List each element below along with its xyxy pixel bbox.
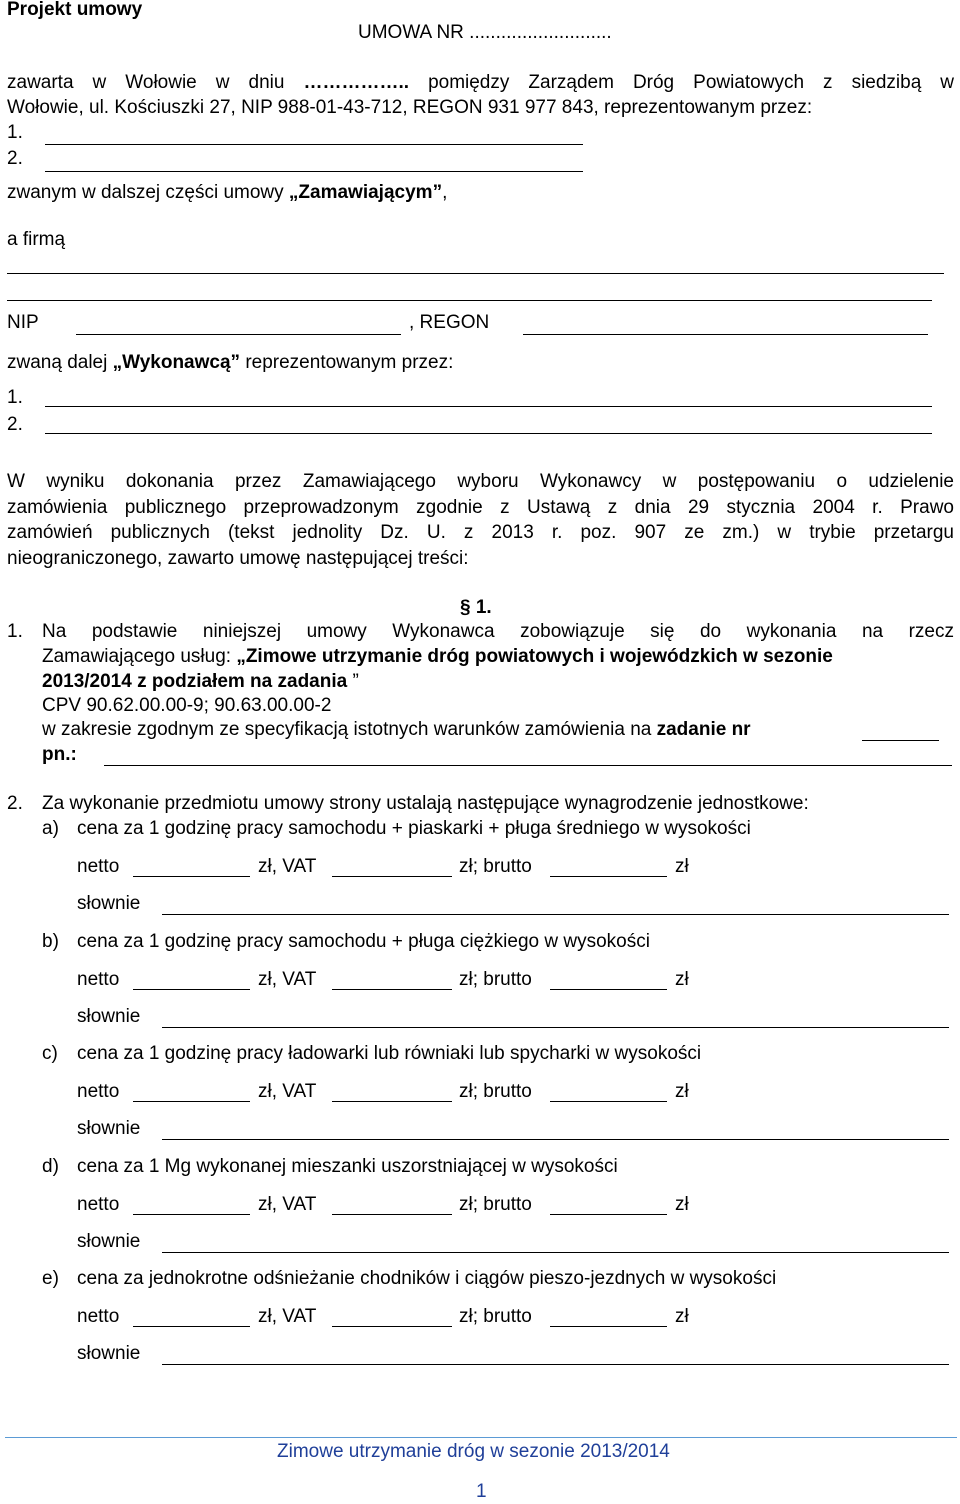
quote-open: „ (236, 646, 246, 667)
service-name-part-1: Zimowe utrzymanie dróg powiatowych i wojewódzkich w sezonie (245, 646, 833, 667)
price-item-letter: c) (42, 1043, 58, 1064)
netto-label: netto (77, 1194, 120, 1215)
amount-in-words-blank[interactable] (162, 1139, 949, 1140)
quote-open: „ (112, 352, 123, 373)
preamble-line-4: nieograniczonego, zawarto umowę następującej treści: (7, 548, 469, 569)
ordering-party-name: Zamawiającym (298, 182, 433, 203)
task-name-blank[interactable] (104, 765, 952, 766)
item-1-line-3 (42, 670, 359, 694)
amount-in-words-blank[interactable] (162, 914, 949, 915)
netto-label: netto (77, 969, 120, 990)
item-2-text: Za wykonanie przedmiotu umowy strony ustalają następujące wynagrodzenie jednostkowe: (42, 793, 809, 814)
item-1-line-2 (42, 645, 833, 669)
quote-close: ” (352, 671, 359, 692)
price-item-description: cena za 1 Mg wykonanej mieszanki uszorstniającej w wysokości (77, 1156, 618, 1177)
currency-label: zł (675, 856, 689, 877)
price-item-description: cena za 1 godzinę pracy ładowarki lub równiaki lub spycharki w wysokości (77, 1043, 702, 1064)
vat-label: zł, VAT (258, 969, 317, 990)
vat-blank[interactable] (332, 1214, 452, 1215)
intro-date-dots: …………….. (303, 72, 410, 93)
company-name-blank-2[interactable] (7, 300, 932, 301)
footer-title: Zimowe utrzymanie dróg w sezonie 2013/2014 (277, 1441, 670, 1462)
price-item-letter: a) (42, 818, 59, 839)
quote-close: ” (432, 182, 443, 203)
brutto-label: zł; brutto (459, 1081, 532, 1102)
vat-label: zł, VAT (258, 856, 317, 877)
netto-label: netto (77, 856, 120, 877)
brutto-blank[interactable] (550, 1214, 667, 1215)
quote-open: „ (288, 182, 299, 203)
amount-in-words-label: słownie (77, 1343, 141, 1364)
brutto-blank[interactable] (550, 876, 667, 877)
ordering-rep-1-number: 1. (7, 122, 23, 143)
price-item-description: cena za 1 godzinę pracy samochodu + piaskarki + pługa średniego w wysokości (77, 818, 751, 839)
item-1-number: 1. (7, 621, 23, 642)
brutto-blank[interactable] (550, 989, 667, 990)
company-label: a firmą (7, 229, 66, 250)
contractor-rep-1-blank[interactable] (45, 406, 932, 407)
contractor-name: Wykonawcą (122, 352, 231, 373)
amount-in-words-label: słownie (77, 1006, 141, 1027)
amount-in-words-blank[interactable] (162, 1027, 949, 1028)
brutto-label: zł; brutto (459, 1306, 532, 1327)
brutto-label: zł; brutto (459, 1194, 532, 1215)
price-item-letter: e) (42, 1268, 59, 1289)
vat-blank[interactable] (332, 1101, 452, 1102)
contractor-naming-prefix: zwaną dalej (7, 352, 108, 373)
currency-label: zł (675, 1081, 689, 1102)
contractor-rep-2-number: 2. (7, 414, 23, 435)
section-heading (460, 596, 492, 620)
netto-blank[interactable] (133, 1326, 250, 1327)
brutto-blank[interactable] (550, 1326, 667, 1327)
vat-label: zł, VAT (258, 1194, 317, 1215)
vat-blank[interactable] (332, 876, 452, 877)
netto-blank[interactable] (133, 876, 250, 877)
ordering-naming-prefix: zwanym w dalszej części umowy (7, 182, 284, 203)
cpv-codes: CPV 90.62.00.00-9; 90.63.00.00-2 (42, 695, 332, 716)
contractor-rep-2-blank[interactable] (45, 433, 932, 434)
currency-label: zł (675, 969, 689, 990)
ordering-naming-suffix: , (442, 182, 448, 203)
contractor-rep-1-number: 1. (7, 387, 23, 408)
quote-close: ” (230, 352, 241, 373)
price-item-description: cena za 1 godzinę pracy samochodu + pługa ciężkiego w wysokości (77, 931, 650, 952)
item-1-line-1: Na podstawie niniejszej umowy Wykonawca zobowiązuje się do wykonania na rzecz (42, 621, 954, 642)
company-name-blank-1[interactable] (7, 273, 944, 274)
amount-in-words-blank[interactable] (162, 1364, 949, 1365)
netto-blank[interactable] (133, 989, 250, 990)
amount-in-words-label: słownie (77, 893, 141, 914)
intro-line-1 (7, 71, 954, 95)
item-1-line-5-prefix: w zakresie zgodnym ze specyfikacją istotnych warunków zamówienia na (42, 719, 652, 740)
vat-label: zł, VAT (258, 1081, 317, 1102)
section-symbol: § (460, 597, 471, 618)
netto-label: netto (77, 1306, 120, 1327)
amount-in-words-blank[interactable] (162, 1252, 949, 1253)
task-number-label: zadanie nr (656, 719, 751, 740)
service-name-part-2: 2013/2014 z podziałem na zadania (42, 671, 348, 692)
task-name-label: pn.: (42, 744, 77, 765)
brutto-label: zł; brutto (459, 856, 532, 877)
task-number-blank[interactable] (862, 740, 939, 741)
netto-blank[interactable] (133, 1214, 250, 1215)
item-2-number: 2. (7, 793, 23, 814)
netto-label: netto (77, 1081, 120, 1102)
ordering-rep-2-blank[interactable] (45, 171, 583, 172)
amount-in-words-label: słownie (77, 1118, 141, 1139)
price-item-letter: d) (42, 1156, 59, 1177)
contractor-naming-suffix: reprezentowanym przez: (245, 352, 454, 373)
price-item-letter: b) (42, 931, 59, 952)
intro-suffix: pomiędzy Zarządem Dróg Powiatowych z siedzibą w (428, 72, 955, 93)
price-item-description: cena za jednokrotne odśnieżanie chodników i ciągów pieszo-jezdnych w wysokości (77, 1268, 777, 1289)
page-number: 1 (476, 1481, 487, 1502)
brutto-blank[interactable] (550, 1101, 667, 1102)
preamble-line-3: zamówień publicznych (tekst jednolity Dz. U. z 2013 r. poz. 907 ze zm.) w trybie przetargu (7, 522, 954, 543)
intro-line-2: Wołowie, ul. Kościuszki 27, NIP 988-01-43-712, REGON 931 977 843, reprezentowanym przez: (7, 97, 813, 118)
regon-label: , REGON (409, 312, 490, 333)
currency-label: zł (675, 1306, 689, 1327)
item-1-line-5 (42, 718, 751, 742)
nip-label: NIP (7, 312, 39, 333)
nip-blank[interactable] (76, 334, 401, 335)
brutto-label: zł; brutto (459, 969, 532, 990)
intro-prefix: zawarta w Wołowie w dniu (7, 72, 285, 93)
contractor-naming (7, 351, 453, 375)
item-1-line-2-prefix: Zamawiającego usług: (42, 646, 232, 667)
preamble-line-2: zamówienia publicznego przeprowadzonym zgodnie z Ustawą z dnia 29 stycznia 2004 r. Prawo (7, 497, 954, 518)
netto-blank[interactable] (133, 1101, 250, 1102)
contract-title: UMOWA NR ........................... (358, 22, 612, 43)
ordering-rep-1-blank[interactable] (45, 144, 583, 145)
vat-label: zł, VAT (258, 1306, 317, 1327)
regon-blank[interactable] (523, 334, 928, 335)
vat-blank[interactable] (332, 989, 452, 990)
currency-label: zł (675, 1194, 689, 1215)
ordering-rep-2-number: 2. (7, 148, 23, 169)
vat-blank[interactable] (332, 1326, 452, 1327)
draft-label: Projekt umowy (7, 0, 143, 20)
amount-in-words-label: słownie (77, 1231, 141, 1252)
footer-divider (5, 1437, 957, 1438)
section-number: 1. (475, 597, 492, 618)
preamble-line-1: W wyniku dokonania przez Zamawiającego wyboru Wykonawcy w postępowaniu o udzielenie (7, 471, 954, 492)
ordering-party-naming (7, 181, 447, 205)
